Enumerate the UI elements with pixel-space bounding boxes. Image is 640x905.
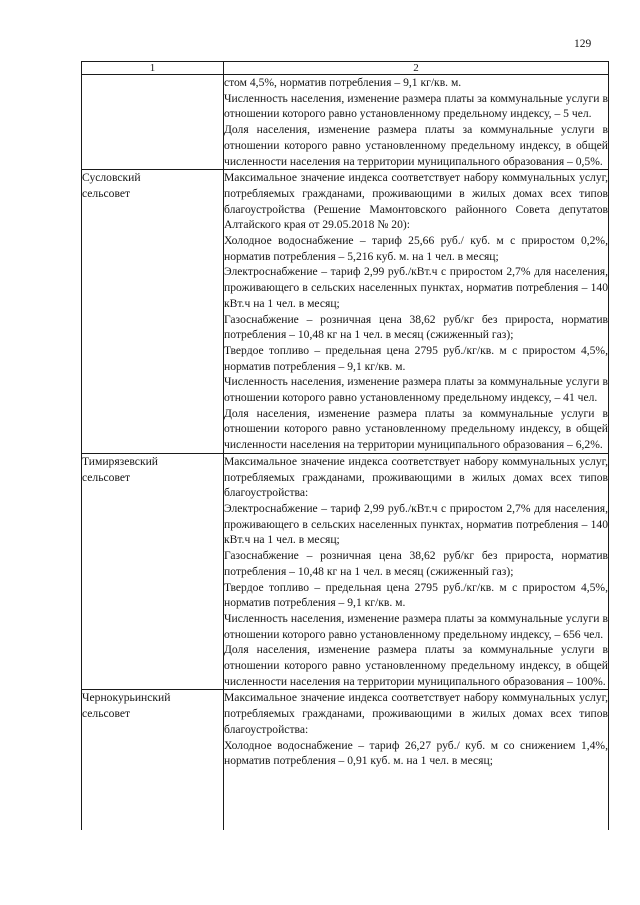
settlement-name-line: сельсовет bbox=[82, 186, 131, 200]
settlement-name-line: Чернокурьинский bbox=[82, 691, 171, 705]
settlement-name-line: Сусловский bbox=[82, 171, 141, 185]
table-header-row bbox=[82, 62, 609, 75]
index-description-cell bbox=[224, 453, 609, 690]
description-paragraph: Численность населения, изменение размера платы за коммунальные услуги в отношении которого равно установленному предельному индексу, – 5 чел. bbox=[224, 91, 608, 121]
description-paragraph: Электроснабжение – тариф 2,99 руб./кВт.ч с приростом 2,7% для населения, проживающего в сельских населенных пунктах, норматив потребления – 140 кВт.ч на 1 чел. в месяц; bbox=[224, 501, 608, 547]
description-paragraph: Доля населения, изменение размера платы за коммунальные услуги в отношении которого равно установленному предельному индексу, в общей численности населения на территории муниципального образования – 100%. bbox=[224, 643, 608, 688]
description-paragraph: Холодное водоснабжение – тариф 26,27 руб./ куб. м со снижением 1,4%, норматив потребления – 0,91 куб. м. на 1 чел. в месяц; bbox=[224, 738, 608, 768]
table-row bbox=[82, 453, 609, 690]
description-paragraph: Газоснабжение – розничная цена 38,62 руб/кг без прироста, норматив потребления – 10,48 кг на 1 чел. в месяц (сжиженный газ); bbox=[224, 312, 608, 342]
settlement-name-line: сельсовет bbox=[82, 470, 131, 484]
description-paragraph: Твердое топливо – предельная цена 2795 руб./кг/кв. м с приростом 4,5%, норматив потребления – 9,1 кг/кв. м. bbox=[224, 580, 608, 610]
settlement-name-line: сельсовет bbox=[82, 707, 131, 721]
description-paragraph: Максимальное значение индекса соответствует набору коммунальных услуг, потребляемых гражданами, проживающими в жилых домах всех типов благоустройства: bbox=[224, 454, 608, 500]
description-paragraph: Доля населения, изменение размера платы за коммунальные услуги в отношении которого равно установленному предельному индексу, в общей численности населения на территории муниципального образования – 0,5%. bbox=[224, 123, 608, 168]
settlement-name-cell bbox=[82, 453, 224, 690]
settlement-name-line: Тимирязевский bbox=[82, 454, 158, 468]
description-paragraph: Электроснабжение – тариф 2,99 руб./кВт.ч с приростом 2,7% для населения, проживающего в сельских населенных пунктах, норматив потребления – 140 кВт.ч на 1 чел. в месяц; bbox=[224, 265, 608, 310]
description-paragraph: Максимальное значение индекса соответствует набору коммунальных услуг, потребляемых гражданами, проживающими в жилых домах всех типов благоустройства (Решение Мамонтовского районного Совета депутатов Алтайского края от 29.05.2018 № 20): bbox=[224, 171, 608, 232]
description-paragraph: Максимальное значение индекса соответствует набору коммунальных услуг, потребляемых гражданами, проживающими в жилых домах всех типов благоустройства: bbox=[224, 691, 608, 736]
index-description-cell bbox=[224, 170, 609, 454]
settlement-name-cell bbox=[82, 170, 224, 454]
page-number: 129 bbox=[574, 38, 592, 50]
municipal-index-table bbox=[81, 61, 609, 830]
description-paragraph: Доля населения, изменение размера платы за коммунальные услуги в отношении которого равно установленному предельному индексу, в общей численности населения на территории муниципального образования – 6,2%. bbox=[224, 406, 608, 452]
table-row bbox=[82, 75, 609, 170]
table-row bbox=[82, 690, 609, 831]
description-paragraph: Газоснабжение – розничная цена 38,62 руб/кг без прироста, норматив потребления – 10,48 кг на 1 чел. в месяц (сжиженный газ); bbox=[224, 549, 608, 578]
continued-content bbox=[224, 690, 608, 800]
description-paragraph: Численность населения, изменение размера платы за коммунальные услуги в отношении которого равно установленному предельному индексу, – 41 чел. bbox=[224, 375, 608, 405]
table-row bbox=[82, 170, 609, 454]
description-paragraph: Холодное водоснабжение – тариф 25,66 руб./ куб. м с приростом 0,2%, норматив потребления – 5,216 куб. м. на 1 чел. в месяц; bbox=[224, 234, 608, 263]
index-description-cell bbox=[224, 690, 609, 831]
description-paragraph: Численность населения, изменение размера платы за коммунальные услуги в отношении которого равно установленному предельному индексу, – 656 чел. bbox=[224, 611, 608, 641]
description-paragraph: стом 4,5%, норматив потребления – 9,1 кг/кв. м. bbox=[224, 76, 462, 89]
column-2-header: 2 bbox=[224, 62, 609, 75]
index-description-cell bbox=[224, 75, 609, 170]
settlement-name-cell bbox=[82, 75, 224, 170]
column-1-header: 1 bbox=[82, 62, 224, 75]
description-paragraph: Твердое топливо – предельная цена 2795 руб./кг/кв. м с приростом 4,5%, норматив потребления – 9,1 кг/кв. м. bbox=[224, 343, 608, 373]
settlement-name-cell bbox=[82, 690, 224, 831]
